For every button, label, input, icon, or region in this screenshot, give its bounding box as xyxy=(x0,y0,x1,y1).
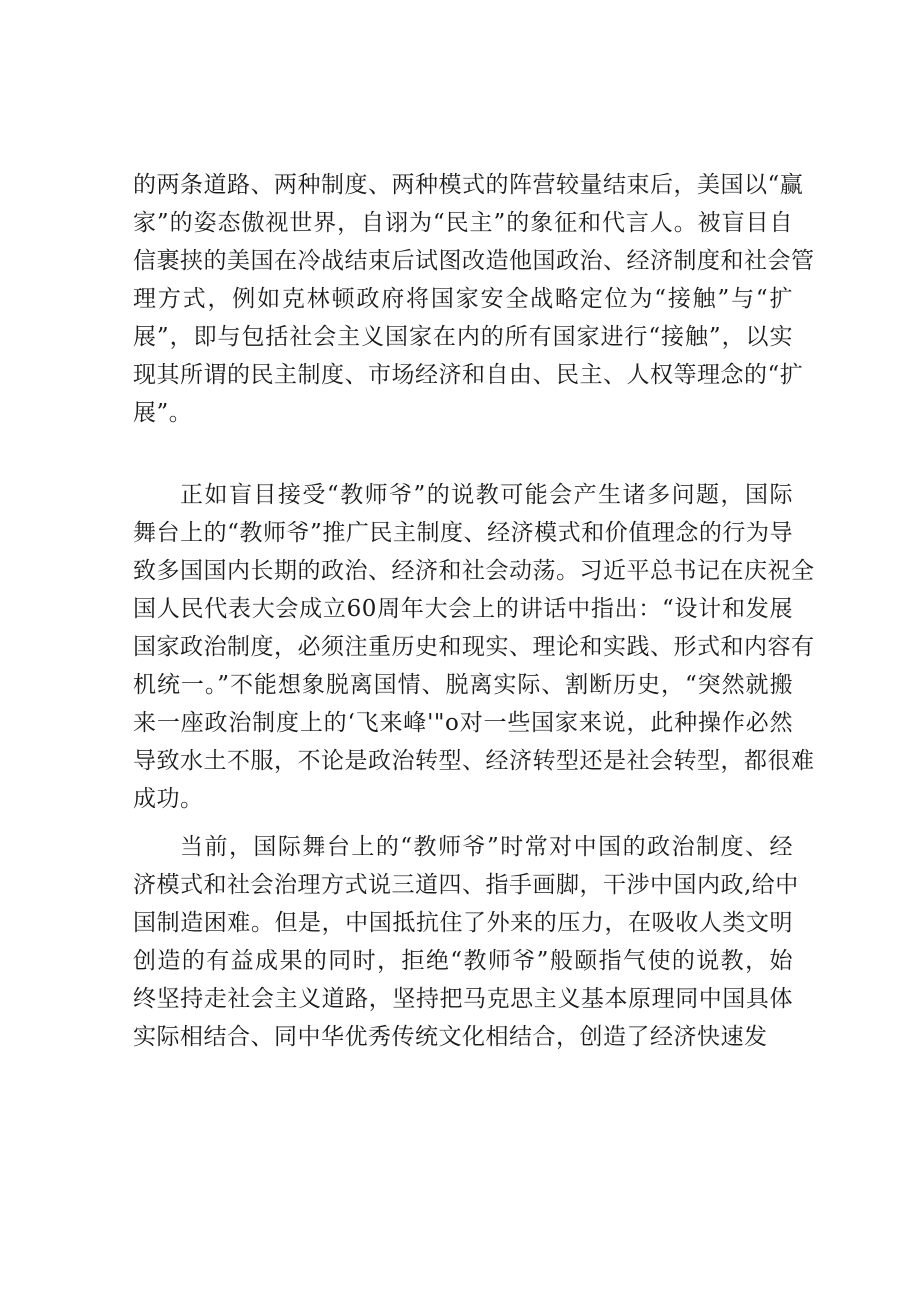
paragraph-2 xyxy=(133,476,815,818)
text-line: 正如盲目接受“教师爷”的说教可能会产生诸多问题，国际 xyxy=(180,482,793,508)
text-line: 成功。 xyxy=(133,786,204,812)
text-line: 导致水土不服，不论是政治转型、经济转型还是社会转型，都很难 xyxy=(133,748,815,774)
text-line: 实际相结合、同中华优秀传统文化相结合，创造了经济快速发 xyxy=(133,1024,768,1050)
text-line: 展”。 xyxy=(133,400,193,426)
text-line: 现其所谓的民主制度、市场经济和自由、民主、人权等理念的“扩 xyxy=(133,362,804,388)
text-line: 济模式和社会治理方式说三道四、指手画脚，干涉中国内政,给中 xyxy=(133,872,799,898)
text-line: 理方式，例如克林顿政府将国家安全战略定位为“接触”与“扩 xyxy=(133,286,793,312)
text-line: 致多国国内长期的政治、经济和社会动荡。习近平总书记在庆祝全 xyxy=(133,558,815,584)
text-line: 机统一。”不能想象脱离国情、脱离实际、割断历史，“突然就搬 xyxy=(133,672,793,698)
text-line: 信裹挟的美国在冷战结束后试图改造他国政治、经济制度和社会管 xyxy=(133,248,815,274)
paragraph-1 xyxy=(133,166,815,432)
text-line: 舞台上的“教师爷”推广民主制度、经济模式和价值理念的行为导 xyxy=(133,520,793,546)
text-line: 当前，国际舞台上的“教师爷”时常对中国的政治制度、经 xyxy=(180,834,793,860)
text-line: 创造的有益成果的同时，拒绝“教师爷”般颐指气使的说教，始 xyxy=(133,948,793,974)
text-line: 家”的姿态傲视世界，自诩为“民主”的象征和代言人。被盲目自 xyxy=(133,210,793,236)
text-line: 终坚持走社会主义道路，坚持把马克思主义基本原理同中国具体 xyxy=(133,986,793,1012)
text-line: 国家政治制度，必须注重历史和现实、理论和实践、形式和内容有 xyxy=(133,634,815,660)
text-line: 国人民代表大会成立60周年大会上的讲话中指出：“设计和发展 xyxy=(133,596,793,622)
paragraph-3 xyxy=(133,828,799,1056)
text-line: 的两条道路、两种制度、两种模式的阵营较量结束后，美国以“赢 xyxy=(133,172,804,198)
text-line: 来一座政治制度上的‘飞来峰'"o对一些国家来说，此种操作必然 xyxy=(133,710,793,736)
text-line: 展”，即与包括社会主义国家在内的所有国家进行“接触”，以实 xyxy=(133,324,793,350)
text-line: 国制造困难。但是，中国抵抗住了外来的压力，在吸收人类文明 xyxy=(133,910,793,936)
